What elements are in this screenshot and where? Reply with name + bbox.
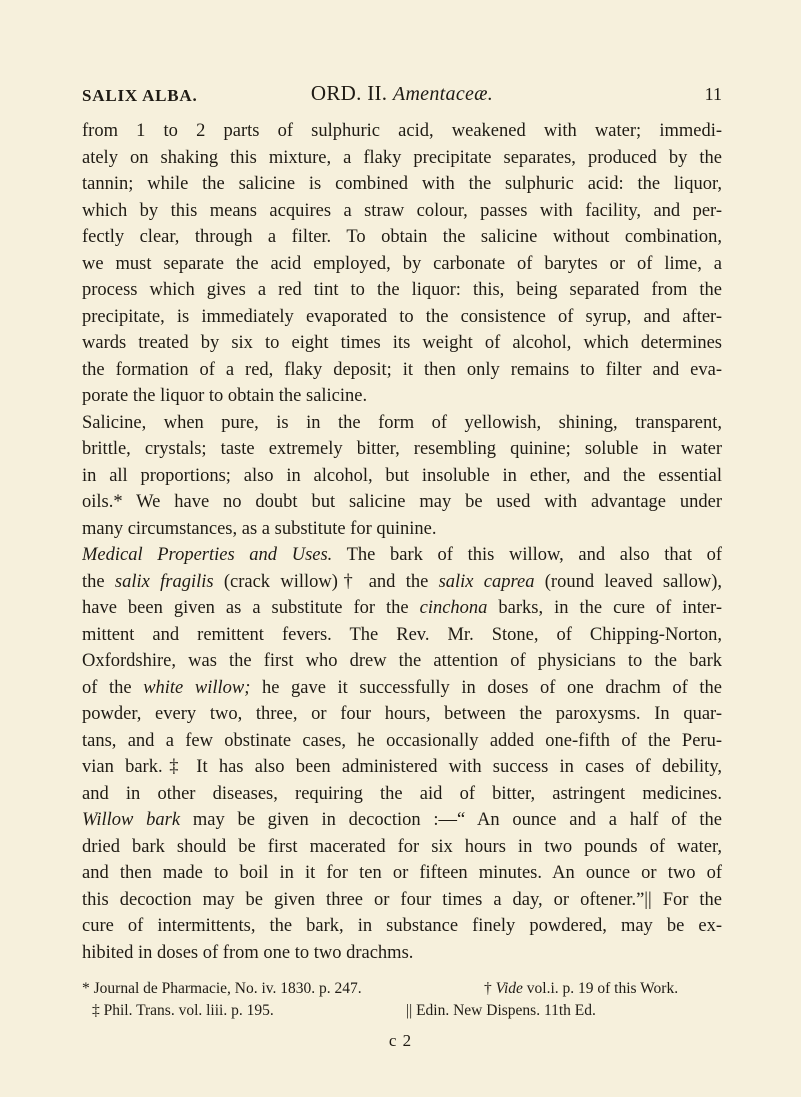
text-line: [82, 595, 722, 622]
text-line: tans, and a few obstinate cases, he occasionally added one-fifth of the Peru-: [82, 730, 722, 751]
section-line-medical: [82, 542, 722, 569]
text-fragment: he gave it successfully in doses of one drachm of the: [250, 677, 722, 698]
text-line: hibited in doses of from one to two drachms.: [82, 942, 414, 963]
text-line: tannin; while the salicine is combined with the sulphuric acid: the liquor,: [82, 174, 722, 194]
text-fragment: of the: [82, 677, 144, 698]
text-line: the formation of a red, flaky deposit; it then only remains to filter and eva-: [82, 359, 722, 380]
text-line: precipitate, is immediately evaporated to the consistence of syrup, and after-: [82, 306, 722, 327]
text-line: mittent and remittent fevers. The Rev. Mr. Stone, of Chipping-Norton,: [82, 624, 722, 645]
text-line: [82, 807, 722, 834]
text-line: Oxfordshire, was the first who drew the attention of physicians to the bark: [82, 651, 722, 671]
page-number: 11: [704, 84, 722, 104]
header-order: [82, 81, 722, 106]
footnote-row: [82, 1000, 722, 1022]
text-fragment: (round leaved sallow),: [534, 571, 722, 592]
text-fragment: barks, in the cure of inter-: [487, 598, 722, 618]
section-heading: Medical Properties and Uses.: [82, 545, 333, 565]
body-text: [82, 118, 722, 966]
text-line: and then made to boil in it for ten or fifteen minutes. An ounce or two of: [82, 863, 722, 883]
text-line: [82, 675, 722, 702]
text-line: ately on shaking this mixture, a flaky precipitate separates, produced by the: [82, 147, 722, 168]
text-line: this decoction may be given three or four times a day, or oftener.”|| For the: [82, 889, 722, 910]
species-name: white willow;: [143, 677, 251, 698]
text-line: cure of intermittents, the bark, in substance finely powdered, may be ex-: [82, 916, 722, 936]
text-line: which by this means acquires a straw colour, passes with facility, and per-: [82, 200, 722, 221]
species-name: salix fragilis: [114, 571, 214, 592]
species-name: cinchona: [419, 598, 488, 618]
text-line: porate the liquor to obtain the salicine.: [82, 386, 368, 406]
footnote-vide-rest: vol.i. p. 19 of this Work.: [522, 980, 679, 997]
footnote-mark: †: [484, 980, 496, 997]
text-line: fectly clear, through a filter. To obtain the salicine without combination,: [82, 227, 722, 247]
text-line: and in other diseases, requiring the aid of bitter, astringent medicines.: [82, 783, 722, 804]
signature-mark: c 2: [388, 1031, 413, 1050]
footnote-journal: * Journal de Pharmacie, No. iv. 1830. p. 247.: [82, 980, 362, 997]
text-line: process which gives a red tint to the liquor: this, being separated from the: [82, 280, 722, 300]
footnote-edin: || Edin. New Dispens. 11th Ed.: [406, 1002, 596, 1019]
footnote-row: [82, 978, 722, 1000]
text-line: brittle, crystals; taste extremely bitter, resembling quinine; soluble in water: [82, 439, 722, 459]
text-fragment: may be given in decoction :—“ An ounce and a half of the: [180, 810, 722, 830]
header-species: SALIX ALBA.: [82, 86, 198, 105]
footnote-vide: [484, 978, 678, 1000]
text-line: we must separate the acid employed, by carbonate of barytes or of lime, a: [82, 253, 722, 274]
footnote-phil-trans: ‡ Phil. Trans. vol. liii. p. 195.: [92, 1002, 274, 1019]
text-line: vian bark.‡ It has also been administered with success in cases of debility,: [82, 757, 722, 777]
text-line: dried bark should be first macerated for six hours in two pounds of water,: [82, 836, 722, 857]
text-fragment: The bark of this willow, and also that of: [332, 545, 722, 565]
text-line: Salicine, when pure, is in the form of yellowish, shining, transparent,: [82, 412, 722, 433]
species-name: Willow bark: [82, 810, 181, 830]
species-name: salix caprea: [438, 571, 535, 592]
text-fragment: (crack willow)† and the: [213, 571, 439, 592]
text-line: in all proportions; also in alcohol, but insoluble in ether, and the essential: [82, 465, 722, 486]
header-family: Amentaceæ.: [392, 83, 494, 105]
text-line: oils.* We have no doubt but salicine may be used with advantage under: [82, 492, 722, 512]
text-fragment: the: [82, 571, 115, 592]
text-line: wards treated by six to eight times its weight of alcohol, which determines: [82, 333, 722, 353]
footnotes: [82, 978, 722, 1022]
running-header: [82, 78, 722, 110]
text-line: many circumstances, as a substitute for quinine.: [82, 518, 437, 539]
text-line: from 1 to 2 parts of sulphuric acid, weakened with water; immedi-: [82, 121, 722, 141]
text-line: [82, 569, 722, 596]
header-order-number: ORD. II.: [310, 81, 388, 105]
text-line: powder, every two, three, or four hours, between the paroxysms. In quar-: [82, 704, 722, 724]
text-fragment: have been given as a substitute for the: [82, 598, 420, 618]
footnote-vide-word: Vide: [495, 980, 523, 997]
